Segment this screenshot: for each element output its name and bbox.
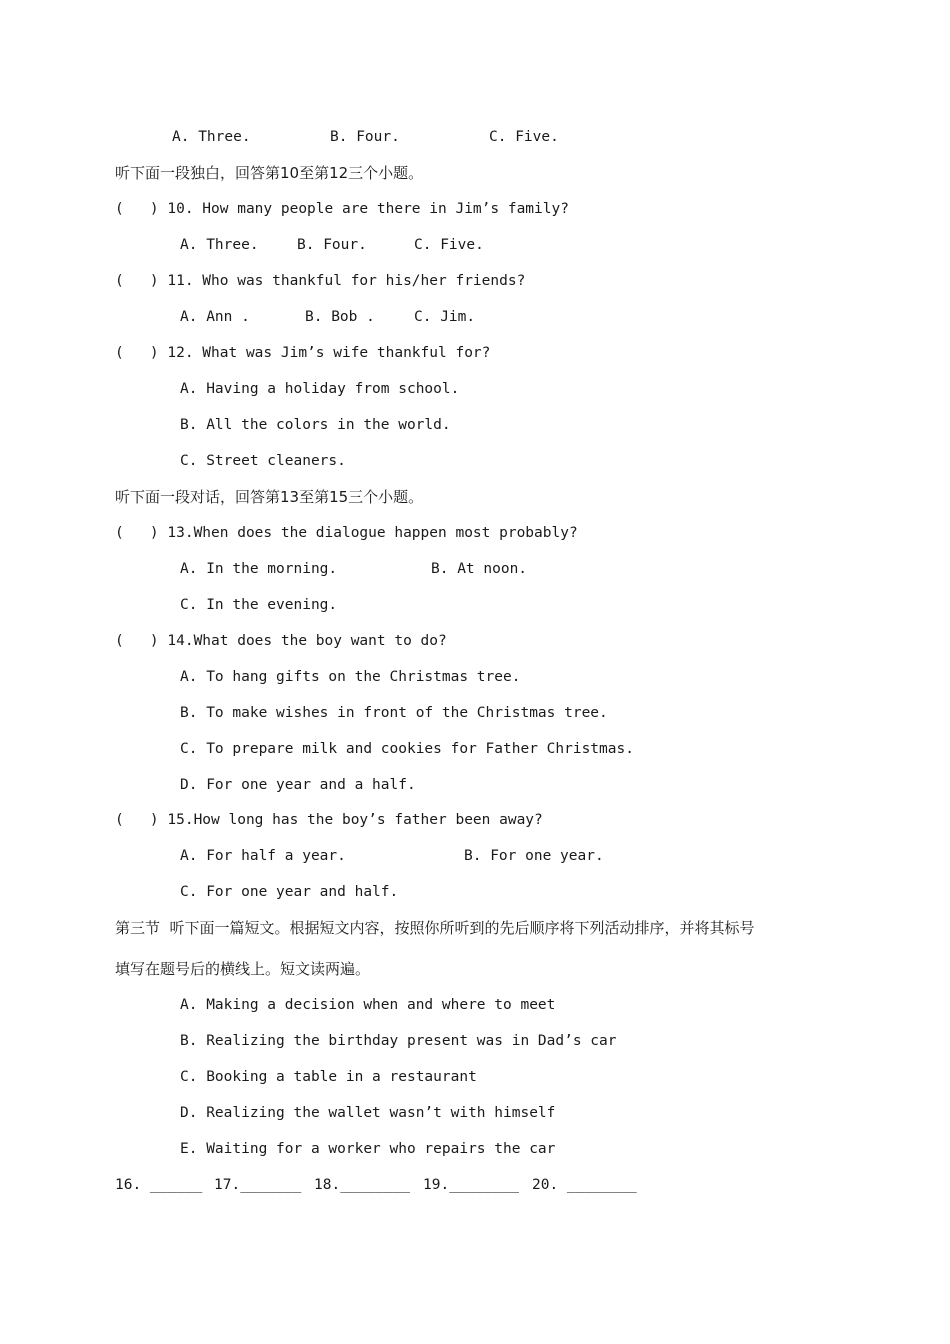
question-14-option-a: A. To hang gifts on the Christmas tree. <box>180 669 521 685</box>
answer-blank-20: 20. ________ <box>532 1177 637 1193</box>
question-13-option-a: A. In the morning. <box>180 561 338 577</box>
question-11-option-c: C. Jim. <box>414 309 476 325</box>
activity-c: C. Booking a table in a restaurant <box>180 1069 477 1085</box>
question-14-option-c: C. To prepare milk and cookies for Father Christmas. <box>180 741 634 757</box>
question-14-option-d: D. For one year and a half. <box>180 777 416 793</box>
question-13-option-b: B. At noon. <box>431 561 528 577</box>
section-3-instruction-line-1: 第三节 听下面一篇短文。根据短文内容，按照你所听到的先后顺序将下列活动排序，并将其标号 <box>115 919 755 937</box>
section-3-instruction-line-2: 填写在题号后的横线上。短文读两遍。 <box>115 960 371 978</box>
section-instruction-10-12: 听下面一段独白，回答第10至第12三个小题。 <box>115 164 424 182</box>
activity-a: A. Making a decision when and where to meet <box>180 997 556 1013</box>
question-11-option-a: A. Ann . <box>180 309 250 325</box>
question-15-option-b: B. For one year. <box>464 848 604 864</box>
question-10-stem: ( ) 10. How many people are there in Jim’s family? <box>115 201 569 217</box>
question-13-stem: ( ) 13.When does the dialogue happen most probably? <box>115 525 578 541</box>
question-12-option-b: B. All the colors in the world. <box>180 417 451 433</box>
q9-option-b: B. Four. <box>330 129 400 145</box>
answer-blank-16: 16. ______ <box>115 1177 203 1193</box>
section-instruction-13-15: 听下面一段对话，回答第13至第15三个小题。 <box>115 488 424 506</box>
answer-blank-19: 19.________ <box>423 1177 520 1193</box>
question-10-option-b: B. Four. <box>297 237 367 253</box>
activity-d: D. Realizing the wallet wasn’t with himself <box>180 1105 556 1121</box>
question-12-option-c: C. Street cleaners. <box>180 453 346 469</box>
question-15-stem: ( ) 15.How long has the boy’s father been away? <box>115 812 543 828</box>
question-13-option-c: C. In the evening. <box>180 597 338 613</box>
question-11-stem: ( ) 11. Who was thankful for his/her friends? <box>115 273 526 289</box>
question-10-option-c: C. Five. <box>414 237 484 253</box>
answer-blank-17: 17._______ <box>214 1177 302 1193</box>
q9-option-c: C. Five. <box>489 129 559 145</box>
question-11-option-b: B. Bob . <box>305 309 375 325</box>
question-14-option-b: B. To make wishes in front of the Christmas tree. <box>180 705 608 721</box>
question-12-stem: ( ) 12. What was Jim’s wife thankful for? <box>115 345 491 361</box>
question-10-option-a: A. Three. <box>180 237 259 253</box>
question-12-option-a: A. Having a holiday from school. <box>180 381 460 397</box>
answer-blank-18: 18.________ <box>314 1177 411 1193</box>
q9-option-a: A. Three. <box>172 129 251 145</box>
activity-b: B. Realizing the birthday present was in Dad’s car <box>180 1033 617 1049</box>
question-15-option-a: A. For half a year. <box>180 848 346 864</box>
activity-e: E. Waiting for a worker who repairs the car <box>180 1141 556 1157</box>
question-15-option-c: C. For one year and half. <box>180 884 399 900</box>
question-14-stem: ( ) 14.What does the boy want to do? <box>115 633 447 649</box>
